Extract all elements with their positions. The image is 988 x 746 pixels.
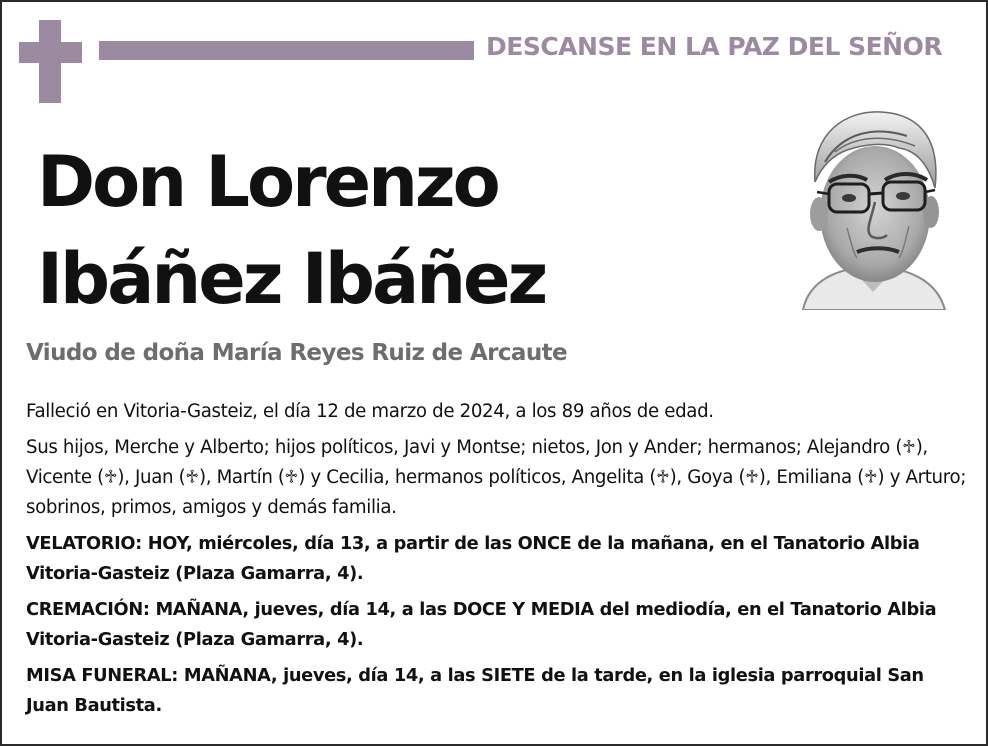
deceased-name-line2: Ibáñez Ibáñez [37, 238, 546, 320]
family-list: Sus hijos, Merche y Alberto; hijos políticos, Javi y Montse; nietos, Jon y Ander; hermanos; Alejandro (♱), Vicente (♱), Juan (♱), Martín (♱) y Cecilia, hermanos políticos, Angelita (♱), Goya (♱), Emiliana (♱) y Arturo; sobrinos, primos, amigos y demás familia. [26, 437, 966, 518]
cremacion-info: CREMACIÓN: MAÑANA, jueves, día 14, a las DOCE Y MEDIA del mediodía, en el Tanatorio Albia Vitoria-Gasteiz (Plaza Gamarra, 4). [26, 599, 937, 650]
misa-funeral-info: MISA FUNERAL: MAÑANA, jueves, día 14, a las SIETE de la tarde, en la iglesia parroquial San Juan Bautista. [26, 665, 924, 716]
deceased-name [37, 134, 545, 328]
portrait-icon [795, 102, 950, 310]
death-notice: Falleció en Vitoria-Gasteiz, el día 12 de marzo de 2024, a los 89 años de edad. [26, 401, 714, 422]
widow-line: Viudo de doña María Reyes Ruiz de Arcaute [26, 340, 568, 366]
header-title: DESCANSE EN LA PAZ DEL SEÑOR [486, 32, 943, 61]
cross-icon-horizontal [19, 42, 82, 63]
header-rule [99, 41, 474, 60]
velatorio-info: VELATORIO: HOY, miércoles, día 13, a partir de las ONCE de la mañana, en el Tanatorio Albia Vitoria-Gasteiz (Plaza Gamarra, 4). [26, 533, 920, 584]
deceased-name-line1: Don Lorenzo [37, 141, 498, 223]
portrait-photo [795, 102, 950, 310]
notice-body [26, 397, 966, 727]
